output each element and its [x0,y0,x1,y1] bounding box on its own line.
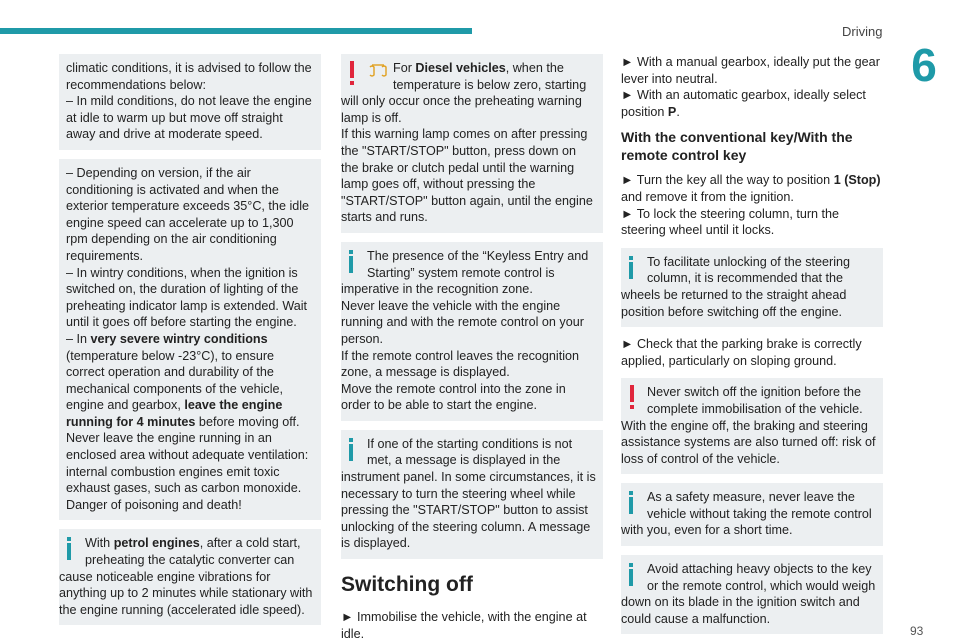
note-text: With the engine off, the braking and steering assistance systems are also turned off: risk of loss of control of the vehicle. [621,418,876,466]
instruction-step: ► Check that the parking brake is correctly applied, particularly on sloping ground. [621,337,862,368]
instruction-step: ► With a manual gearbox, ideally put the gear lever into neutral. [621,55,880,86]
warning-note [341,54,603,233]
info-icon [59,535,83,563]
section-title: Driving [842,24,883,39]
note-text: Never leave the engine running in an enclosed area without adequate ventilation: internal combustion engines emit toxic exhaust gases, such as carbon monoxide. Danger of poisoning and death! [66,431,309,512]
note-text: If this warning lamp comes on after pressing the "START/STOP" button, press down on the brake or clutch pedal until the warning lamp goes off, without pressing the "START/STOP" button again, until the engine starts and runs. [341,127,593,225]
info-note [621,248,883,327]
note-text: Never leave the vehicle with the engine running and with the remote control on your person. [341,298,584,346]
info-note [341,430,603,559]
note-text: – Depending on version, if the air conditioning is activated and when the exterior temperature exceeds 35°C, the idle engine speed can accelerate up to 1,300 rpm depending on the air conditioning requirements. [66,165,310,263]
note-text: The presence of the “Keyless Entry and Starting” system remote control is imperative in the recognition zone. [341,248,589,297]
section-heading: Switching off [341,573,473,597]
instruction-step: ► With an automatic gearbox, ideally select position P. [621,88,866,119]
column-1 [59,54,321,634]
info-icon [621,254,645,282]
note-text: climatic conditions, it is advised to follow the recommendations below: – In mild conditions, do not leave the engine at idle to warm up but move off straight away and drive at moderate speed. [66,61,312,142]
note-text: – In wintry conditions, when the ignition is switched on, the duration of lighting of the preheating indicator lamp is extended. Wait until it goes off before starting the engine. [66,265,308,330]
note-text: As a safety measure, never leave the vehicle without taking the remote control with you, even for a short time. [621,490,872,538]
instruction-step: ► Turn the key all the way to position 1 (Stop) and remove it from the ignition. [621,173,881,204]
info-icon [621,561,645,589]
chapter-number: 6 [911,39,937,91]
column-3 [621,54,883,643]
info-icon [341,436,365,464]
info-note [59,529,321,625]
page-number: 93 [910,624,924,638]
info-icon [341,248,365,276]
note-text: – In very severe wintry conditions (temperature below -23°C), to ensure correct operation and durability of the mechanical components of the vehicle, engine and gearbox, leave the engine running for 4 minutes before moving off. [66,331,300,429]
note-box [59,54,321,150]
warning-icon [341,60,391,88]
note-text: To facilitate unlocking of the steering column, it is recommended that the wheels be returned to the straight ahead position before switching off the engine. [621,254,851,319]
note-text: If one of the starting conditions is not met, a message is displayed in the instrument panel. In some circumstances, it is necessary to turn the steering wheel while pressing the "START/STOP" button to assist unlocking of the steering column. A message is displayed. [341,436,596,551]
info-note [341,242,603,421]
note-text: Move the remote control into the zone in order to be able to start the engine. [341,381,566,413]
note-text: Avoid attaching heavy objects to the key or the remote control, which would weigh down on its blade in the ignition switch and could cause a malfunction. [621,562,876,626]
note-text: With petrol engines, after a cold start, preheating the catalytic converter can cause noticeable engine vibrations for anything up to 2 minutes while stationary with the engine running (accelerated idle speed). [59,536,313,617]
info-note [621,483,883,546]
header-accent-bar [0,28,472,34]
info-note [621,555,883,634]
warning-note [621,378,883,474]
instruction-step: ► To lock the steering column, turn the steering wheel until it locks. [621,206,840,238]
subsection-heading: With the conventional key/With the remote control key [621,129,853,164]
warning-icon [621,384,645,412]
note-text: If the remote control leaves the recognition zone, a message is displayed. [341,348,580,380]
note-text: Never switch off the ignition before the complete immobilisation of the vehicle. [647,385,863,416]
note-text: For Diesel vehicles, when the temperature is below zero, starting will only occur once the preheating warning lamp is off. [341,61,587,125]
column-2 [341,54,603,642]
preheat-lamp-icon [367,64,389,80]
note-box [59,159,321,520]
instruction-step: ► Immobilise the vehicle, with the engine at idle. [341,610,587,641]
info-icon [621,489,645,517]
